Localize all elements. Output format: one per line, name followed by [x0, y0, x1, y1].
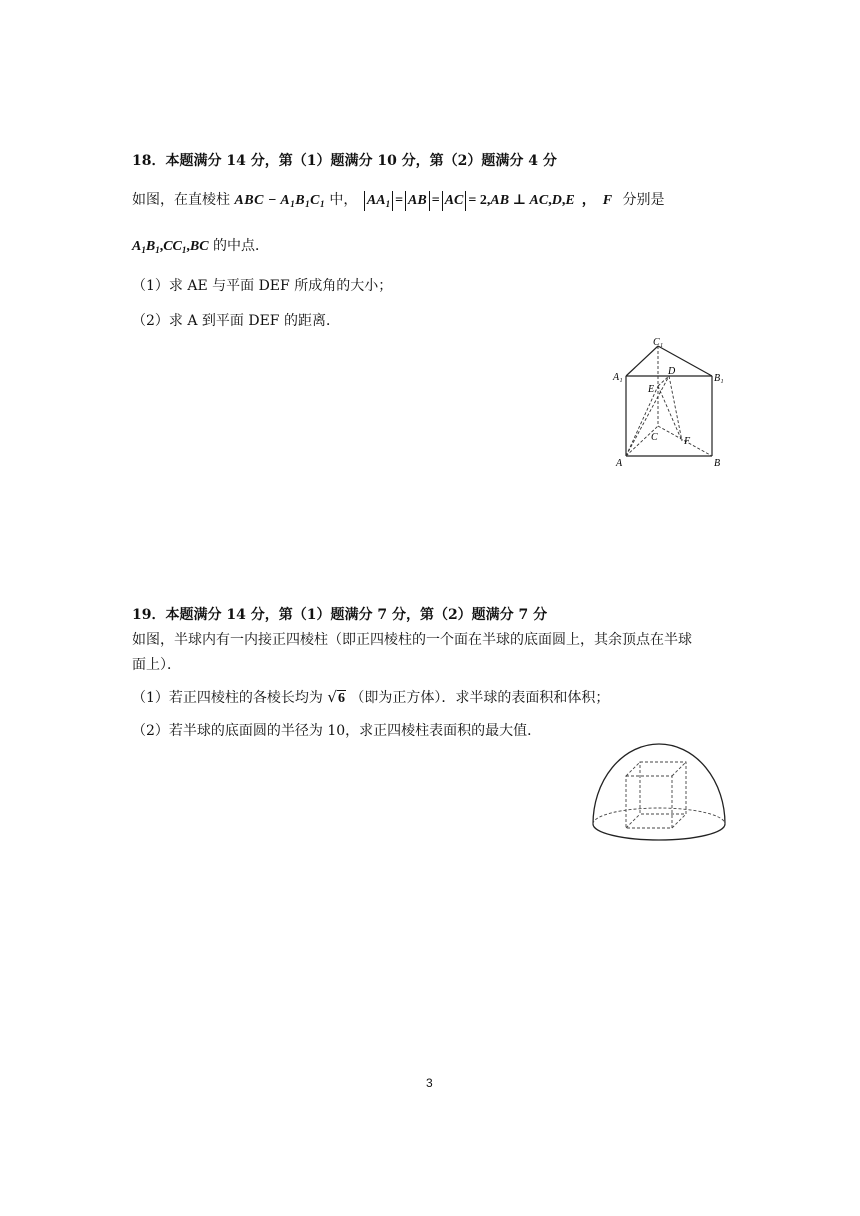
label-a1: A₁ [613, 372, 623, 383]
q18-title: 18．本题满分 14 分，第（1）题满分 10 分，第（2）题满分 4 分 [132, 153, 557, 169]
q19-hemisphere-figure [588, 740, 730, 850]
label-c1: C₁ [653, 337, 664, 348]
label-b: B [714, 458, 721, 469]
q19-intro-line2: 面上）． [132, 657, 181, 673]
q18-prism-figure [610, 334, 730, 474]
label-f: F [684, 436, 691, 447]
q19-part1-b: （即为正方体）．求半球的表面积和体积； [350, 690, 610, 706]
q18-part1: （1）求 AE 与平面 DEF 所成角的大小； [132, 278, 393, 294]
q19-part1-a: （1）若正四棱柱的各棱长均为 [132, 690, 323, 706]
sqrt-value: 6 [337, 691, 345, 706]
q18-condition: $AA_1$ = AB = AC = 2,AB ⊥ AC,D,E ， F [362, 193, 612, 208]
q18-part2: （2）求 A 到平面 DEF 的距离． [132, 313, 340, 329]
q19-part2: （2）若半球的底面圆的半径为 10，求正四棱柱表面积的最大值． [132, 723, 542, 739]
label-d: D [668, 366, 676, 377]
q18-intro-b: 中， [329, 192, 358, 208]
q19-part1 [132, 687, 609, 709]
q18-intro-line1 [132, 190, 664, 211]
label-e: E [648, 384, 655, 395]
q18-prism-name: ABC − $A_1B_1C_1$ [234, 193, 325, 209]
q18-intro-a: 如图，在直棱柱 [132, 192, 230, 208]
page-number: 3 [426, 1076, 433, 1090]
label-a: A [616, 458, 623, 469]
q19-intro-line1: 如图，半球内有一内接正四棱柱（即正四棱柱的一个面在半球的底面圆上，其余顶点在半球 [132, 632, 692, 648]
q18-intro-c: 分别是 [622, 192, 665, 208]
q18-midpoints: $A_1B_1,CC_1,BC$ [132, 239, 209, 255]
q18-intro-d: 的中点． [213, 238, 270, 254]
q19-title: 19．本题满分 14 分，第（1）题满分 7 分，第（2）题满分 7 分 [132, 607, 548, 623]
label-c: C [651, 432, 658, 443]
sqrt-expression: √6 [327, 688, 345, 706]
label-b1: B₁ [714, 373, 724, 384]
q18-intro-line2 [132, 236, 269, 257]
